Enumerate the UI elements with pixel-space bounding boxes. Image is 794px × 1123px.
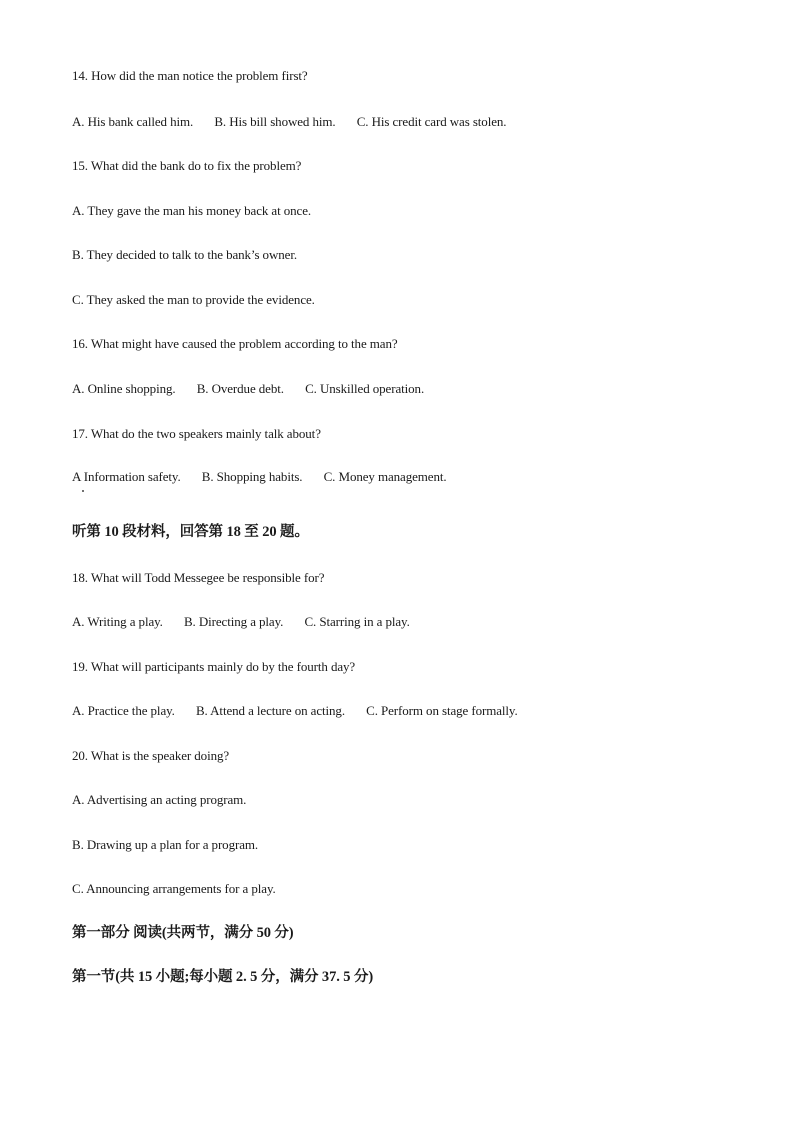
- option-a: A. Online shopping.: [72, 381, 176, 396]
- option-b: B. Overdue debt.: [196, 381, 284, 396]
- question-18-options: [72, 614, 428, 630]
- part-one-reading-heading: 第一部分 阅读(共两节，满分 50 分): [72, 925, 294, 941]
- option-c: C. Money management.: [323, 469, 447, 484]
- option-c: C. Unskilled operation.: [305, 381, 425, 396]
- question-14-options: [72, 114, 524, 130]
- question-20-option-c: C. Announcing arrangements for a play.: [72, 881, 276, 896]
- option-a: A. Practice the play.: [72, 703, 175, 718]
- option-a: A. Writing a play.: [72, 614, 163, 629]
- option-b: B. Directing a play.: [183, 614, 284, 629]
- option-c: C. Perform on stage formally.: [366, 703, 518, 718]
- question-20: 20. What is the speaker doing?: [72, 748, 230, 763]
- question-19: 19. What will participants mainly do by the fourth day?: [72, 659, 356, 674]
- option-c: C. Starring in a play.: [304, 614, 410, 629]
- option-c: C. His credit card was stolen.: [356, 114, 507, 129]
- section-one-heading: 第一节(共 15 小题;每小题 2. 5 分，满分 37. 5 分): [72, 969, 374, 985]
- question-20-option-a: A. Advertising an acting program.: [72, 792, 247, 807]
- option-b: B. Attend a lecture on acting.: [195, 703, 345, 718]
- question-15-option-a: A. They gave the man his money back at once.: [72, 203, 312, 218]
- question-16-options: [72, 381, 442, 397]
- option-b: B. Shopping habits.: [201, 469, 303, 484]
- stray-dot: [82, 490, 84, 492]
- question-17-options: [72, 469, 465, 485]
- question-15-option-c: C. They asked the man to provide the evidence.: [72, 292, 315, 307]
- question-15-option-b: B. They decided to talk to the bank’s owner.: [72, 247, 297, 262]
- question-18: 18. What will Todd Messegee be responsible for?: [72, 570, 325, 585]
- question-14: 14. How did the man notice the problem first?: [72, 68, 308, 83]
- option-a: A Information safety.: [72, 469, 181, 484]
- option-a: A. His bank called him.: [72, 114, 194, 129]
- question-19-options: [72, 703, 536, 719]
- question-17: 17. What do the two speakers mainly talk about?: [72, 426, 321, 441]
- question-16: 16. What might have caused the problem according to the man?: [72, 336, 398, 351]
- question-20-option-b: B. Drawing up a plan for a program.: [72, 837, 259, 852]
- section-10-heading: 听第 10 段材料，回答第 18 至 20 题。: [72, 524, 309, 540]
- question-15: 15. What did the bank do to fix the problem?: [72, 158, 302, 173]
- option-b: B. His bill showed him.: [214, 114, 336, 129]
